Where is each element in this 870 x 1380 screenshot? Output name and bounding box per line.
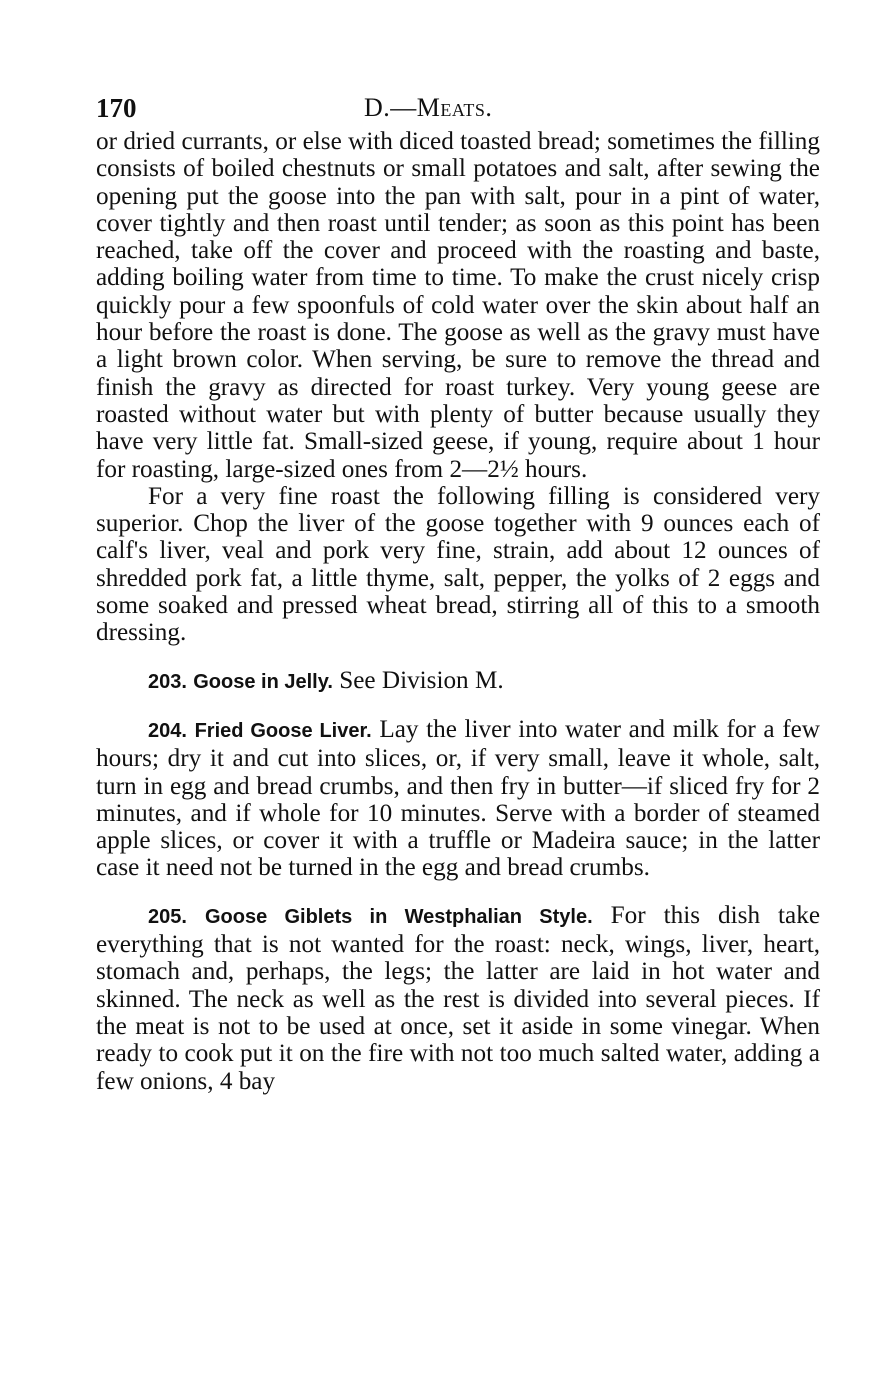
filling-paragraph: For a very fine roast the following filling is considered very superior. Chop the liver of the goose together with 9 ounces each of calf's liver, veal and pork very fine, strain, add about 12 ounces of shredded pork fat, a little thyme, salt, pepper, the yolks of 2 eggs and some soaked and pressed wheat bread, stirring all of this to a smooth dressing. <box>96 482 820 647</box>
recipe-text: For this dish take everything that is not wanted for the roast: neck, wings, liver, heart, stomach and, perhaps, the legs; the latter are laid in hot water and skinned. The neck as well as the rest is divided into several pieces. If the meat is not to be used at once, set it aside in some vinegar. When ready to cook put it on the fire with not too much salted water, adding a few onions, 4 bay <box>96 901 821 1095</box>
recipe-text: Lay the liver into water and milk for a few hours; dry it and cut into slices, or, if very small, leave it whole, salt, turn in egg and bread crumbs, and then fry in butter—if sliced fry for 2 minutes, and if whole for 10 minutes. Serve with a border of steamed apple slices, or cover it with a truffle or Madeira sauce; in the latter case it need not be turned in the egg and bread crumbs. <box>96 715 820 882</box>
running-head-prefix: D.—M <box>364 93 441 122</box>
recipe-203 <box>96 667 820 696</box>
recipe-title: Goose Giblets in Westphalian Style. <box>204 905 593 928</box>
recipe-number: 205. <box>148 905 187 928</box>
recipe-204 <box>96 716 820 882</box>
recipe-number: 204. <box>148 719 187 742</box>
recipe-number: 203. <box>148 670 187 693</box>
continuation-paragraph: or dried currants, or else with diced toasted bread; sometimes the filling consists of boiled chestnuts or small potatoes and salt, after sewing the opening put the goose into the pan with salt, pour in a pint of water, cover tightly and then roast until tender; as soon as this point has been reached, take off the cover and proceed with the roasting and baste, adding boiling water from time to time. To make the crust nicely crisp quickly pour a few spoonfuls of cold water over the skin about half an hour before the roast is done. The goose as well as the gravy must have a light brown color. When serving, be sure to remove the thread and finish the gravy as directed for roast turkey. Very young geese are roasted without water but with plenty of butter because usually they have very little fat. Small-sized geese, if young, require about 1 hour for roasting, large-sized ones from 2—2½ hours. <box>96 128 820 483</box>
body-text <box>96 128 820 1095</box>
recipe-205 <box>96 902 820 1095</box>
recipe-title: Goose in Jelly. <box>193 670 333 693</box>
page-header <box>96 88 820 128</box>
page-number: 170 <box>96 93 137 123</box>
book-page <box>96 88 820 1095</box>
recipe-title: Fried Goose Liver. <box>194 719 372 742</box>
recipe-text: See Division M. <box>339 666 504 694</box>
running-head-rest: eats. <box>440 93 493 122</box>
running-head <box>364 88 492 128</box>
